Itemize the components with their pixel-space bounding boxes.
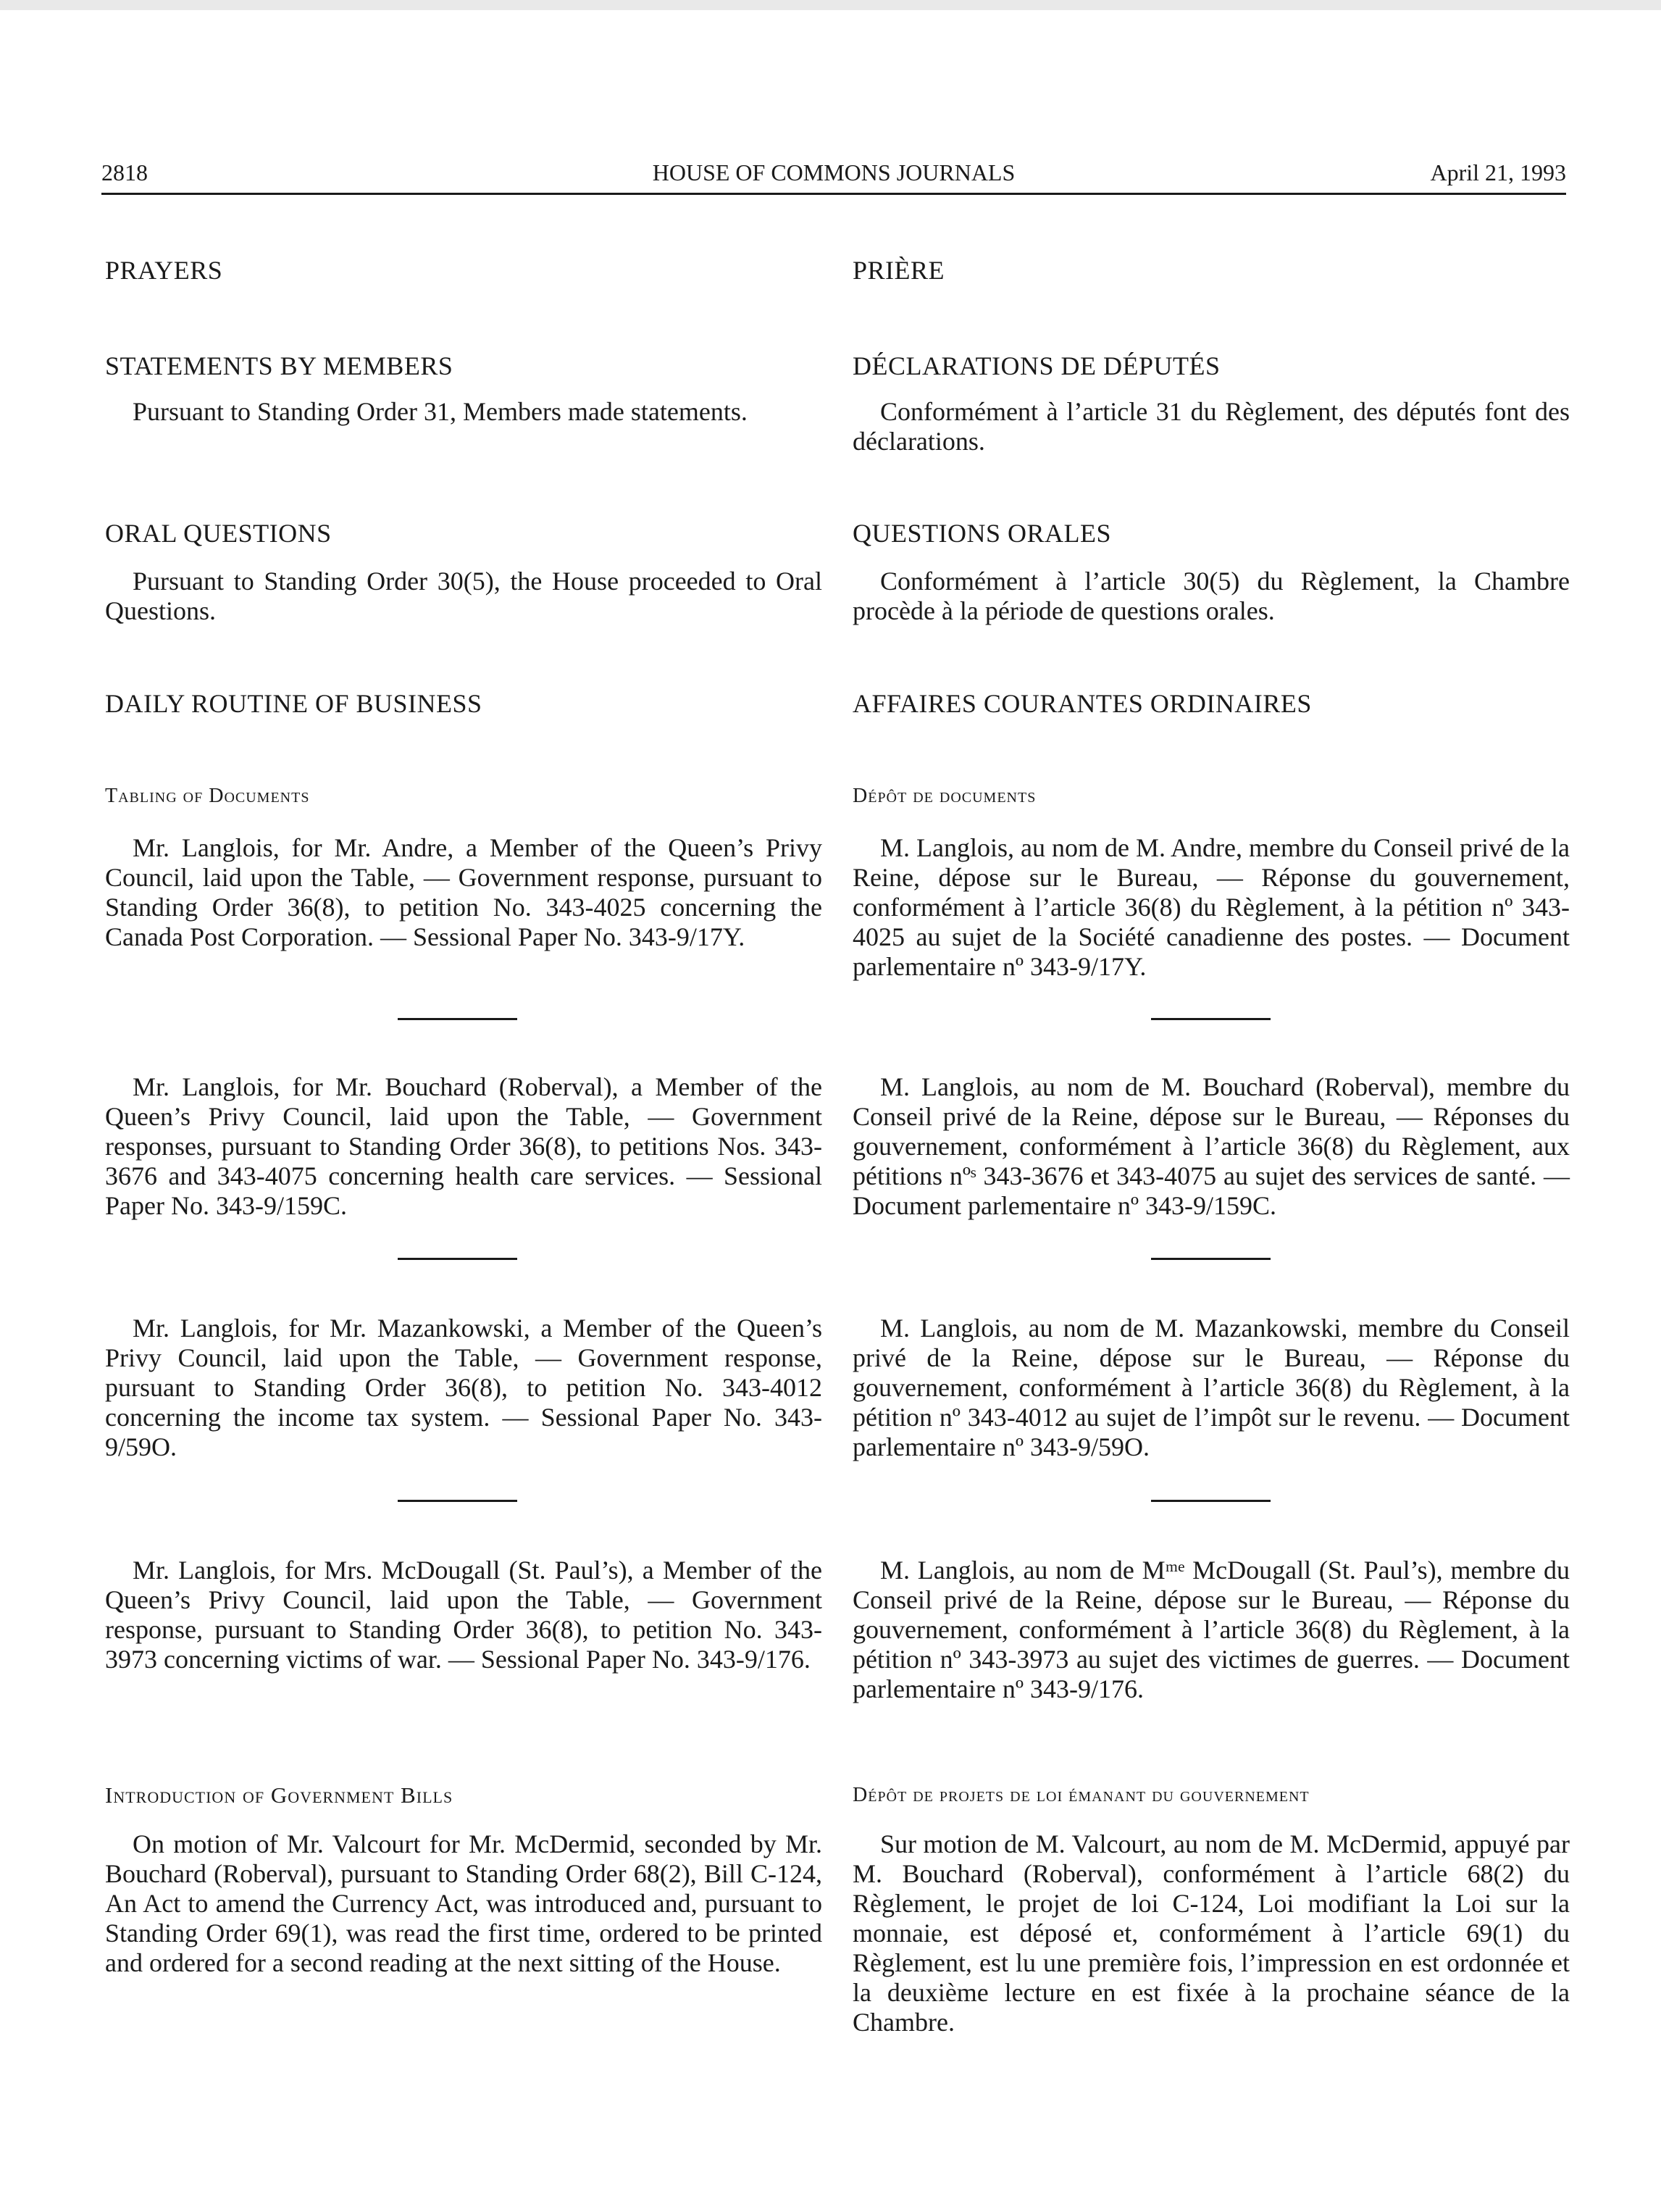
routine-heading: AFFAIRES COURANTES ORDINAIRES: [853, 689, 1312, 718]
statements-heading: DÉCLARATIONS DE DÉPUTÉS: [853, 351, 1221, 380]
oral-questions-text: Conformément à l’article 30(5) du Règlement, la Chambre procède à la période de questions orales.: [853, 567, 1570, 625]
prayers-heading: PRIÈRE: [853, 256, 945, 285]
tabling-heading: Dépôt de documents: [853, 785, 1037, 807]
tabling-paragraph-3: Mr. Langlois, for Mr. Mazankowski, a Member of the Queen’s Privy Council, laid upon the Table, — Government response, pursuant to Standing Order 36(8), to petition No. 343-4012 concerning the income tax system. — Sessional Paper No. 343-9/59O.: [105, 1314, 822, 1461]
statements-text: Conformément à l’article 31 du Règlement, des députés font des déclarations.: [853, 397, 1570, 456]
separator-rule: [1151, 1500, 1271, 1502]
tabling-paragraph-4: M. Langlois, au nom de Mᵐᵉ McDougall (St. Paul’s), membre du Conseil privé de la Reine, dépose sur le Bureau, — Réponse du gouvernement, conformément à l’article 36(8) du Règlement, à la pétition nº 343-3973 au sujet des victimes de guerres. — Document parlementaire nº 343-9/176.: [853, 1556, 1570, 1703]
separator-rule: [1151, 1258, 1271, 1260]
running-header: [101, 158, 1566, 195]
oral-questions-text: Pursuant to Standing Order 30(5), the House proceeded to Oral Questions.: [105, 567, 822, 625]
bills-paragraph: Sur motion de M. Valcourt, au nom de M. McDermid, appuyé par M. Bouchard (Roberval), conformément à l’article 68(2) du Règlement, le projet de loi C-124, Loi modifiant la Loi sur la monnaie, est déposé et, conformément à l’article 69(1) du Règlement, est lu une première fois, l’impression en est ordonnée et la deuxième lecture en est fixée à la prochaine séance de la Chambre.: [853, 1829, 1570, 2037]
statements-heading: STATEMENTS BY MEMBERS: [105, 351, 453, 380]
separator-rule: [398, 1258, 517, 1260]
tabling-paragraph-2: Mr. Langlois, for Mr. Bouchard (Roberval), a Member of the Queen’s Privy Council, laid upon the Table, — Government responses, pursuant to Standing Order 36(8), to petitions Nos. 343-3676 and 343-4075 concerning health care services. — Sessional Paper No. 343-9/159C.: [105, 1072, 822, 1220]
prayers-heading: PRAYERS: [105, 256, 223, 285]
tabling-paragraph-2: M. Langlois, au nom de M. Bouchard (Roberval), membre du Conseil privé de la Reine, dépose sur le Bureau, — Réponses du gouvernement, conformément à l’article 36(8) du Règlement, aux pétitions nºˢ 343-3676 et 343-4075 au sujet des services de santé. — Document parlementaire nº 343-9/159C.: [853, 1072, 1570, 1220]
bills-paragraph: On motion of Mr. Valcourt for Mr. McDermid, seconded by Mr. Bouchard (Roberval), pursuant to Standing Order 68(2), Bill C-124, An Act to amend the Currency Act, was introduced and, pursuant to Standing Order 69(1), was read the first time, ordered to be printed and ordered for a second reading at the next sitting of the House.: [105, 1829, 822, 1977]
oral-questions-heading: QUESTIONS ORALES: [853, 519, 1112, 548]
tabling-paragraph-4: Mr. Langlois, for Mrs. McDougall (St. Paul’s), a Member of the Queen’s Privy Council, laid upon the Table, — Government response, pursuant to Standing Order 36(8), to petition No. 343-3973 concerning victims of war. — Sessional Paper No. 343-9/176.: [105, 1556, 822, 1674]
tabling-paragraph-3: M. Langlois, au nom de M. Mazankowski, membre du Conseil privé de la Reine, dépose sur le Bureau, — Réponse du gouvernement, conformément à l’article 36(8) du Règlement, à la pétition nº 343-4012 au sujet de l’impôt sur le revenu. — Document parlementaire nº 343-9/59O.: [853, 1314, 1570, 1461]
tabling-paragraph-1: M. Langlois, au nom de M. Andre, membre du Conseil privé de la Reine, dépose sur le Bureau, — Réponse du gouvernement, conformément à l’article 36(8) du Règlement, à la pétition nº 343-4025 au sujet de la Société canadienne des postes. — Document parlementaire nº 343-9/17Y.: [853, 833, 1570, 981]
routine-heading: DAILY ROUTINE OF BUSINESS: [105, 689, 482, 718]
page-number: 2818: [101, 159, 148, 185]
statements-text: Pursuant to Standing Order 31, Members made statements.: [133, 397, 748, 426]
separator-rule: [398, 1018, 517, 1020]
scan-top-edge: [0, 0, 1661, 10]
bills-heading: Introduction of Government Bills: [105, 1782, 453, 1808]
journal-title: HOUSE OF COMMONS JOURNALS: [652, 159, 1016, 185]
tabling-heading: Tabling of Documents: [105, 785, 310, 807]
tabling-paragraph-1: Mr. Langlois, for Mr. Andre, a Member of the Queen’s Privy Council, laid upon the Table, — Government response, pursuant to Standing Order 36(8), to petition No. 343-4025 concerning the Canada Post Corporation. — Sessional Paper No. 343-9/17Y.: [105, 833, 822, 951]
bills-heading: Dépôt de projets de loi émanant du gouvernement: [853, 1784, 1310, 1806]
journal-date: April 21, 1993: [1430, 159, 1566, 185]
separator-rule: [1151, 1018, 1271, 1020]
separator-rule: [398, 1500, 517, 1502]
oral-questions-heading: ORAL QUESTIONS: [105, 519, 332, 548]
